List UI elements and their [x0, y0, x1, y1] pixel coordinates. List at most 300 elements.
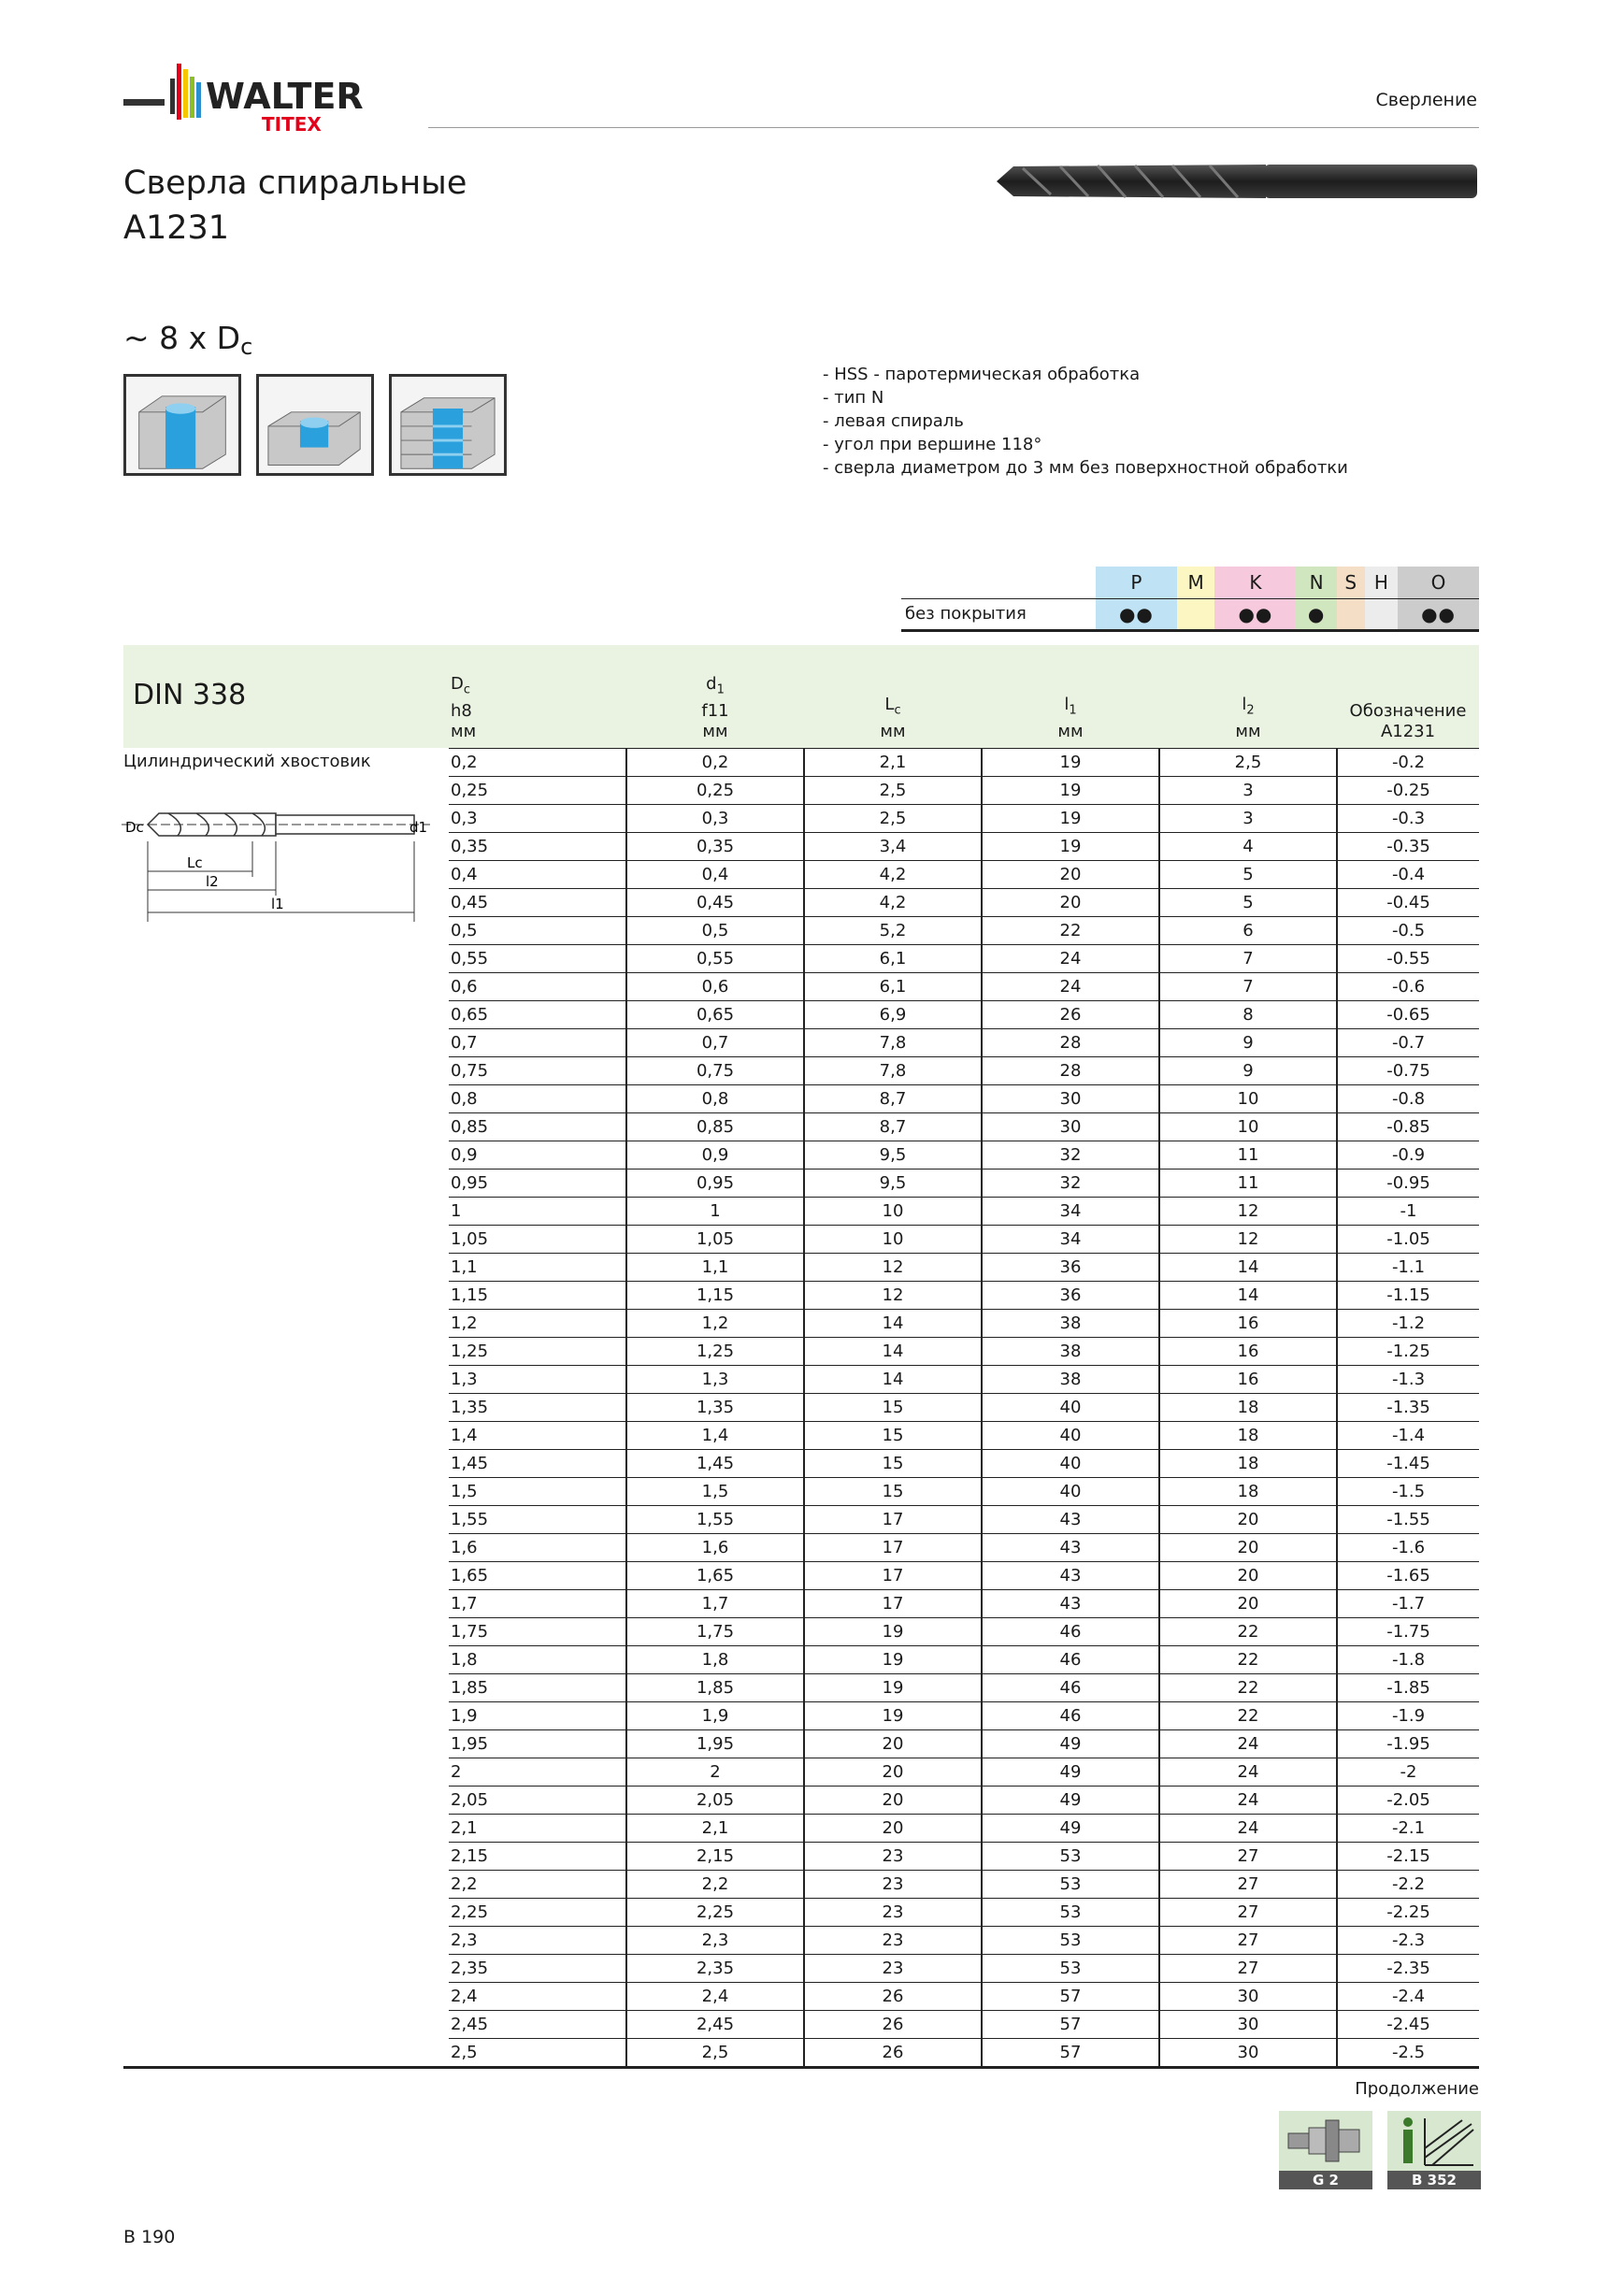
- table-cell: 18: [1159, 1449, 1337, 1477]
- table-cell: 0,85: [449, 1112, 626, 1141]
- table-cell: 0,25: [626, 776, 804, 804]
- table-cell: 2,25: [449, 1898, 626, 1926]
- table-cell: 0,8: [449, 1084, 626, 1112]
- table-cell: 1,7: [626, 1589, 804, 1617]
- d1-label: d1: [409, 819, 428, 836]
- rating-h: [1365, 598, 1398, 630]
- table-cell: 16: [1159, 1365, 1337, 1393]
- lc-label: Lc: [187, 854, 203, 871]
- table-cell: -1.7: [1337, 1589, 1479, 1617]
- table-cell: 4,2: [804, 860, 982, 888]
- table-cell: 2: [626, 1758, 804, 1786]
- table-row: [449, 1561, 1479, 1589]
- table-cell: 1,55: [449, 1505, 626, 1533]
- table-row: [449, 1645, 1479, 1673]
- table-row: [449, 1701, 1479, 1729]
- table-cell: 0,5: [449, 916, 626, 944]
- table-cell: 1,45: [626, 1449, 804, 1477]
- rating-p: ●●: [1096, 598, 1177, 630]
- table-row: [449, 1954, 1479, 1982]
- table-cell: 15: [804, 1393, 982, 1421]
- table-cell: -0.4: [1337, 860, 1479, 888]
- table-cell: 1,35: [626, 1393, 804, 1421]
- table-cell: 23: [804, 1898, 982, 1926]
- table-cell: 1,3: [626, 1365, 804, 1393]
- table-cell: 22: [1159, 1617, 1337, 1645]
- table-cell: 7,8: [804, 1028, 982, 1056]
- table-cell: 2,35: [449, 1954, 626, 1982]
- table-row: [449, 1842, 1479, 1870]
- table-cell: 10: [804, 1225, 982, 1253]
- table-cell: 0,4: [626, 860, 804, 888]
- table-cell: 1,6: [449, 1533, 626, 1561]
- table-cell: 0,55: [449, 944, 626, 972]
- table-cell: 26: [804, 2010, 982, 2038]
- table-row: [449, 1758, 1479, 1786]
- table-cell: 1,85: [449, 1673, 626, 1701]
- table-cell: 22: [1159, 1701, 1337, 1729]
- table-cell: 1: [626, 1197, 804, 1225]
- table-cell: 19: [804, 1673, 982, 1701]
- table-cell: 22: [1159, 1673, 1337, 1701]
- rating-o: ●●: [1398, 598, 1479, 630]
- table-cell: 1,85: [626, 1673, 804, 1701]
- table-cell: 16: [1159, 1309, 1337, 1337]
- table-cell: 43: [982, 1561, 1159, 1589]
- table-cell: 2,05: [449, 1786, 626, 1814]
- table-cell: 30: [982, 1112, 1159, 1141]
- table-cell: 7: [1159, 944, 1337, 972]
- table-cell: -0.75: [1337, 1056, 1479, 1084]
- table-cell: 34: [982, 1225, 1159, 1253]
- table-cell: 2,05: [626, 1786, 804, 1814]
- table-cell: -2.25: [1337, 1898, 1479, 1926]
- table-cell: 11: [1159, 1141, 1337, 1169]
- table-cell: 10: [1159, 1112, 1337, 1141]
- table-cell: 40: [982, 1393, 1159, 1421]
- table-cell: 2,5: [626, 2038, 804, 2066]
- through-hole-icon: [123, 374, 241, 476]
- table-cell: 20: [804, 1786, 982, 1814]
- table-row: [449, 1253, 1479, 1281]
- table-cell: 6,1: [804, 972, 982, 1000]
- table-cell: 24: [1159, 1729, 1337, 1758]
- walter-titex-logo: [123, 60, 404, 135]
- table-cell: 8,7: [804, 1084, 982, 1112]
- table-cell: 0,95: [626, 1169, 804, 1197]
- table-cell: 14: [804, 1337, 982, 1365]
- table-cell: 20: [804, 1758, 982, 1786]
- table-cell: 57: [982, 2010, 1159, 2038]
- ref-code: B 352: [1387, 2171, 1481, 2189]
- table-cell: 23: [804, 1954, 982, 1982]
- feature-item: - угол при вершине 118°: [823, 435, 1042, 454]
- table-cell: 1,8: [626, 1645, 804, 1673]
- table-cell: 1,3: [449, 1365, 626, 1393]
- table-row: [449, 804, 1479, 832]
- table-cell: -0.9: [1337, 1141, 1479, 1169]
- table-cell: 53: [982, 1842, 1159, 1870]
- table-row: [449, 1926, 1479, 1954]
- shank-type: Цилиндрический хвостовик: [123, 752, 371, 771]
- table-cell: 0,25: [449, 776, 626, 804]
- table-row: [449, 1281, 1479, 1309]
- table-cell: 53: [982, 1870, 1159, 1898]
- ref-b352[interactable]: [1387, 2111, 1481, 2189]
- table-cell: -2.4: [1337, 1982, 1479, 2010]
- dc-label: Dc: [125, 819, 144, 836]
- drill-dimension-sketch: [122, 796, 430, 922]
- table-cell: 1,2: [626, 1309, 804, 1337]
- table-cell: 1,25: [626, 1337, 804, 1365]
- table-cell: 28: [982, 1056, 1159, 1084]
- table-cell: 24: [982, 944, 1159, 972]
- table-cell: -0.65: [1337, 1000, 1479, 1028]
- table-cell: 26: [982, 1000, 1159, 1028]
- table-cell: 2,1: [449, 1814, 626, 1842]
- table-row: [449, 860, 1479, 888]
- table-cell: 32: [982, 1141, 1159, 1169]
- info-chart-icon: [1387, 2111, 1481, 2171]
- continued-label: Продолжение: [1355, 2079, 1479, 2099]
- table-cell: 14: [804, 1309, 982, 1337]
- table-cell: 18: [1159, 1393, 1337, 1421]
- table-cell: 24: [1159, 1758, 1337, 1786]
- header-rule: [428, 127, 1479, 128]
- table-cell: 10: [1159, 1084, 1337, 1112]
- table-cell: 40: [982, 1449, 1159, 1477]
- table-cell: 0,4: [449, 860, 626, 888]
- table-row: [449, 1421, 1479, 1449]
- table-cell: 2,25: [626, 1898, 804, 1926]
- table-cell: 57: [982, 1982, 1159, 2010]
- table-row: [449, 1617, 1479, 1645]
- table-cell: 0,95: [449, 1169, 626, 1197]
- table-cell: -1.9: [1337, 1701, 1479, 1729]
- table-cell: 20: [1159, 1561, 1337, 1589]
- rating-k: ●●: [1214, 598, 1296, 630]
- table-cell: 6: [1159, 916, 1337, 944]
- table-cell: 49: [982, 1814, 1159, 1842]
- table-cell: 0,7: [449, 1028, 626, 1056]
- sub-brand-name: TITEX: [262, 113, 322, 135]
- table-row: [449, 776, 1479, 804]
- section-label: Сверление: [1375, 90, 1477, 110]
- table-cell: 2,5: [449, 2038, 626, 2066]
- table-row: [449, 1000, 1479, 1028]
- ref-g2[interactable]: [1279, 2111, 1372, 2189]
- table-cell: 2,4: [449, 1982, 626, 2010]
- table-cell: 6,1: [804, 944, 982, 972]
- title-line-2: A1231: [123, 209, 230, 247]
- table-cell: 1,15: [449, 1281, 626, 1309]
- table-header-row: [449, 645, 1479, 748]
- table-cell: 18: [1159, 1421, 1337, 1449]
- table-cell: 43: [982, 1533, 1159, 1561]
- table-cell: -2.3: [1337, 1926, 1479, 1954]
- table-cell: 1,4: [449, 1421, 626, 1449]
- col-lc: $L_c$ мм: [880, 694, 906, 741]
- col-designation: Обозначение A1231: [1349, 700, 1467, 741]
- table-cell: 2,3: [626, 1926, 804, 1954]
- table-cell: -1.5: [1337, 1477, 1479, 1505]
- table-cell: 38: [982, 1309, 1159, 1337]
- table-cell: -0.3: [1337, 804, 1479, 832]
- title-line-1: Сверла спиральные: [123, 165, 467, 202]
- table-row: [449, 1982, 1479, 2010]
- table-cell: 46: [982, 1645, 1159, 1673]
- table-cell: 2: [449, 1758, 626, 1786]
- table-row: [449, 1084, 1479, 1112]
- rating-n: ●: [1296, 598, 1336, 630]
- table-row: [449, 1112, 1479, 1141]
- table-cell: 1,05: [626, 1225, 804, 1253]
- table-cell: 43: [982, 1505, 1159, 1533]
- table-cell: 3,4: [804, 832, 982, 860]
- table-row: [449, 832, 1479, 860]
- table-cell: 40: [982, 1477, 1159, 1505]
- table-cell: -0.2: [1337, 748, 1479, 776]
- table-cell: -1.75: [1337, 1617, 1479, 1645]
- table-cell: 12: [804, 1253, 982, 1281]
- table-cell: -1.85: [1337, 1673, 1479, 1701]
- table-cell: 1,05: [449, 1225, 626, 1253]
- table-cell: 11: [1159, 1169, 1337, 1197]
- table-cell: 23: [804, 1926, 982, 1954]
- coating-row: [901, 598, 1479, 630]
- application-icons: [123, 374, 507, 476]
- table-cell: 6,9: [804, 1000, 982, 1028]
- table-cell: 2,15: [626, 1842, 804, 1870]
- table-cell: 57: [982, 2038, 1159, 2066]
- table-cell: 22: [982, 916, 1159, 944]
- table-cell: 0,6: [626, 972, 804, 1000]
- feature-item: - левая спираль: [823, 411, 964, 431]
- table-cell: 1,9: [626, 1701, 804, 1729]
- table-cell: 40: [982, 1421, 1159, 1449]
- table-cell: 38: [982, 1337, 1159, 1365]
- material-code-p: P: [1096, 567, 1177, 598]
- table-row: [449, 1337, 1479, 1365]
- table-cell: 49: [982, 1729, 1159, 1758]
- table-cell: 16: [1159, 1337, 1337, 1365]
- table-cell: 19: [804, 1701, 982, 1729]
- table-cell: -2.05: [1337, 1786, 1479, 1814]
- table-cell: 9: [1159, 1028, 1337, 1056]
- table-cell: -2.35: [1337, 1954, 1479, 1982]
- table-cell: 0,85: [626, 1112, 804, 1141]
- table-cell: 53: [982, 1898, 1159, 1926]
- table-row: [449, 972, 1479, 1000]
- table-cell: 17: [804, 1505, 982, 1533]
- table-cell: 30: [1159, 2010, 1337, 2038]
- table-row: [449, 1786, 1479, 1814]
- table-cell: 7: [1159, 972, 1337, 1000]
- page-title: [123, 161, 467, 251]
- feature-item: - сверла диаметром до 3 мм без поверхностной обработки: [823, 458, 1348, 478]
- table-cell: 12: [1159, 1197, 1337, 1225]
- table-cell: -1.55: [1337, 1505, 1479, 1533]
- din-standard: DIN 338: [133, 679, 247, 711]
- table-cell: -1.2: [1337, 1309, 1479, 1337]
- table-cell: -1.4: [1337, 1421, 1479, 1449]
- table-cell: 1,45: [449, 1449, 626, 1477]
- dimensions-table: [449, 645, 1479, 2067]
- table-cell: 0,55: [626, 944, 804, 972]
- table-cell: 20: [1159, 1589, 1337, 1617]
- table-cell: 36: [982, 1281, 1159, 1309]
- table-cell: 1,6: [626, 1533, 804, 1561]
- table-cell: 2,45: [449, 2010, 626, 2038]
- table-cell: 24: [1159, 1786, 1337, 1814]
- table-cell: 1,8: [449, 1645, 626, 1673]
- table-cell: 1,35: [449, 1393, 626, 1421]
- table-cell: 0,75: [449, 1056, 626, 1084]
- table-cell: 28: [982, 1028, 1159, 1056]
- table-cell: 2,5: [804, 804, 982, 832]
- table-cell: 2,2: [626, 1870, 804, 1898]
- table-cell: -1.95: [1337, 1729, 1479, 1758]
- tool-holder-icon: [1279, 2111, 1372, 2171]
- table-cell: -0.6: [1337, 972, 1479, 1000]
- table-cell: 49: [982, 1758, 1159, 1786]
- table-cell: 1,5: [626, 1477, 804, 1505]
- table-cell: 1,75: [626, 1617, 804, 1645]
- table-cell: 53: [982, 1926, 1159, 1954]
- table-cell: -0.35: [1337, 832, 1479, 860]
- table-cell: 19: [804, 1617, 982, 1645]
- table-cell: 1,55: [626, 1505, 804, 1533]
- rating-m: [1177, 598, 1215, 630]
- table-cell: -0.5: [1337, 916, 1479, 944]
- table-cell: 27: [1159, 1954, 1337, 1982]
- material-code-o: O: [1398, 567, 1479, 598]
- table-cell: 1,75: [449, 1617, 626, 1645]
- ref-code: G 2: [1279, 2171, 1372, 2189]
- table-cell: 2,45: [626, 2010, 804, 2038]
- table-cell: 2,4: [626, 1982, 804, 2010]
- table-cell: 32: [982, 1169, 1159, 1197]
- table-cell: 38: [982, 1365, 1159, 1393]
- col-l1: $l_1$ мм: [1057, 694, 1084, 741]
- table-cell: -0.8: [1337, 1084, 1479, 1112]
- table-row: [449, 748, 1479, 776]
- table-cell: 49: [982, 1786, 1159, 1814]
- table-cell: 7,8: [804, 1056, 982, 1084]
- table-cell: 8,7: [804, 1112, 982, 1141]
- table-row: [449, 1365, 1479, 1393]
- table-cell: 2,15: [449, 1842, 626, 1870]
- table-cell: 20: [982, 888, 1159, 916]
- table-row: [449, 1393, 1479, 1421]
- table-cell: -2.2: [1337, 1870, 1479, 1898]
- table-cell: 27: [1159, 1926, 1337, 1954]
- table-cell: 20: [804, 1814, 982, 1842]
- table-row: [449, 916, 1479, 944]
- table-cell: 1: [449, 1197, 626, 1225]
- table-cell: 0,9: [449, 1141, 626, 1169]
- table-cell: 3: [1159, 804, 1337, 832]
- material-code-k: K: [1214, 567, 1296, 598]
- table-cell: 22: [1159, 1645, 1337, 1673]
- table-row: [449, 1589, 1479, 1617]
- table-cell: 14: [804, 1365, 982, 1393]
- table-cell: 0,2: [449, 748, 626, 776]
- material-codes-row: [901, 567, 1479, 598]
- table-cell: 15: [804, 1421, 982, 1449]
- table-cell: -1.15: [1337, 1281, 1479, 1309]
- table-cell: 19: [982, 776, 1159, 804]
- table-row: [449, 2010, 1479, 2038]
- material-groups-table: [901, 567, 1479, 632]
- table-cell: 34: [982, 1197, 1159, 1225]
- table-cell: 0,65: [449, 1000, 626, 1028]
- drill-product-image: [995, 157, 1481, 206]
- table-row: [449, 1309, 1479, 1337]
- table-cell: 5,2: [804, 916, 982, 944]
- table-cell: 20: [1159, 1533, 1337, 1561]
- table-cell: 0,8: [626, 1084, 804, 1112]
- table-cell: 0,9: [626, 1141, 804, 1169]
- table-cell: -2.15: [1337, 1842, 1479, 1870]
- table-cell: 1,65: [449, 1561, 626, 1589]
- table-cell: 17: [804, 1533, 982, 1561]
- table-cell: -1.3: [1337, 1365, 1479, 1393]
- table-cell: 0,65: [626, 1000, 804, 1028]
- table-cell: 2,3: [449, 1926, 626, 1954]
- table-cell: 20: [804, 1729, 982, 1758]
- table-cell: 8: [1159, 1000, 1337, 1028]
- table-cell: 53: [982, 1954, 1159, 1982]
- table-cell: 46: [982, 1701, 1159, 1729]
- table-row: [449, 1533, 1479, 1561]
- table-cell: 24: [1159, 1814, 1337, 1842]
- table-cell: -0.45: [1337, 888, 1479, 916]
- table-cell: -2.45: [1337, 2010, 1479, 2038]
- table-cell: 1,5: [449, 1477, 626, 1505]
- table-cell: 0,3: [626, 804, 804, 832]
- table-cell: 4,2: [804, 888, 982, 916]
- table-cell: -1.6: [1337, 1533, 1479, 1561]
- table-row: [449, 1056, 1479, 1084]
- length-ratio-prefix: ~ 8 x D: [123, 320, 241, 356]
- table-cell: 30: [1159, 1982, 1337, 2010]
- material-code-n: N: [1296, 567, 1336, 598]
- table-cell: -0.25: [1337, 776, 1479, 804]
- table-row: [449, 1814, 1479, 1842]
- table-cell: 4: [1159, 832, 1337, 860]
- table-cell: 1,1: [449, 1253, 626, 1281]
- table-cell: -2: [1337, 1758, 1479, 1786]
- table-cell: 9,5: [804, 1169, 982, 1197]
- table-cell: -1.65: [1337, 1561, 1479, 1589]
- table-cell: -1.35: [1337, 1393, 1479, 1421]
- table-cell: 2,5: [1159, 748, 1337, 776]
- table-cell: 27: [1159, 1842, 1337, 1870]
- table-cell: -1.25: [1337, 1337, 1479, 1365]
- col-dc: $D_c$ h8 мм: [451, 673, 477, 741]
- col-d1: $d_1$ f11 мм: [701, 673, 729, 741]
- l2-label: l2: [206, 873, 219, 890]
- table-cell: 5: [1159, 888, 1337, 916]
- table-cell: 0,6: [449, 972, 626, 1000]
- length-ratio-subscript: c: [240, 334, 253, 360]
- table-cell: 30: [982, 1084, 1159, 1112]
- table-cell: 0,2: [626, 748, 804, 776]
- table-cell: 9: [1159, 1056, 1337, 1084]
- table-cell: 23: [804, 1870, 982, 1898]
- table-cell: 19: [982, 804, 1159, 832]
